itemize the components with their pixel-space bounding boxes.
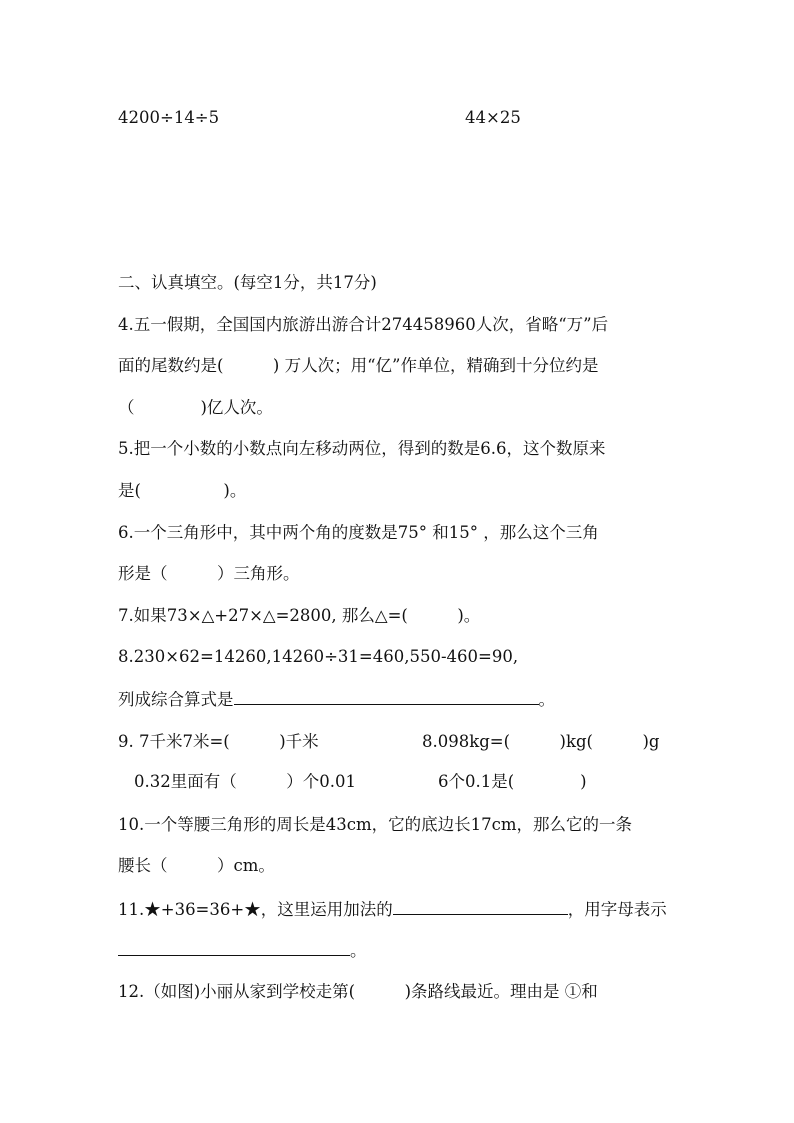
question-4-line-2: 面的尾数约是( ) 万人次；用“亿”作单位，精确到十分位约是 <box>118 356 599 375</box>
section-heading: 二、认真填空。(每空1分，共17分) <box>118 273 377 292</box>
question-8-line-2 <box>118 688 555 711</box>
question-11-suffix: 。 <box>350 941 367 960</box>
question-6-line-1: 6.一个三角形中，其中两个角的度数是75° 和15° ，那么这个三角 <box>118 523 599 542</box>
question-5-line-2: 是( )。 <box>118 481 247 500</box>
answer-blank[interactable] <box>118 939 350 956</box>
question-11-line-2 <box>118 939 367 962</box>
question-9-part-c: 0.32里面有（ ）个0.01 <box>134 772 356 791</box>
question-8-line-1: 8.230×62=14260,14260÷31=460,550-460=90, <box>118 647 519 666</box>
question-6-line-2: 形是（ ）三角形。 <box>118 564 300 583</box>
question-8-prefix: 列成综合算式是 <box>118 690 234 709</box>
question-12-line-1: 12.（如图)小丽从家到学校走第( )条路线最近。理由是 ①和 <box>118 982 598 1001</box>
question-4-line-3: （ )亿人次。 <box>118 398 273 417</box>
calc-expression-right: 44×25 <box>465 108 521 127</box>
calc-expression-left: 4200÷14÷5 <box>118 108 220 127</box>
question-9-part-b: 8.098kg=( )kg( )g <box>422 732 660 751</box>
answer-blank[interactable] <box>234 688 539 705</box>
question-10-line-1: 10.一个等腰三角形的周长是43cm，它的底边长17cm，那么它的一条 <box>118 815 633 834</box>
question-11-line-1 <box>118 898 667 921</box>
question-5-line-1: 5.把一个小数的小数点向左移动两位，得到的数是6.6，这个数原来 <box>118 439 606 458</box>
question-11-middle: ，用字母表示 <box>567 900 667 919</box>
question-9-part-a: 9. 7千米7米=( )千米 <box>118 732 319 751</box>
question-4-line-1: 4.五一假期，全国国内旅游出游合计274458960人次，省略“万”后 <box>118 315 609 334</box>
question-10-line-2: 腰长（ ）cm。 <box>118 856 275 875</box>
question-9-part-d: 6个0.1是( ) <box>438 772 587 791</box>
answer-blank[interactable] <box>393 898 568 915</box>
question-11-prefix: 11.★+36=36+★，这里运用加法的 <box>118 900 393 919</box>
question-7: 7.如果73×△+27×△=2800, 那么△=( )。 <box>118 606 481 625</box>
question-8-suffix: 。 <box>538 690 555 709</box>
